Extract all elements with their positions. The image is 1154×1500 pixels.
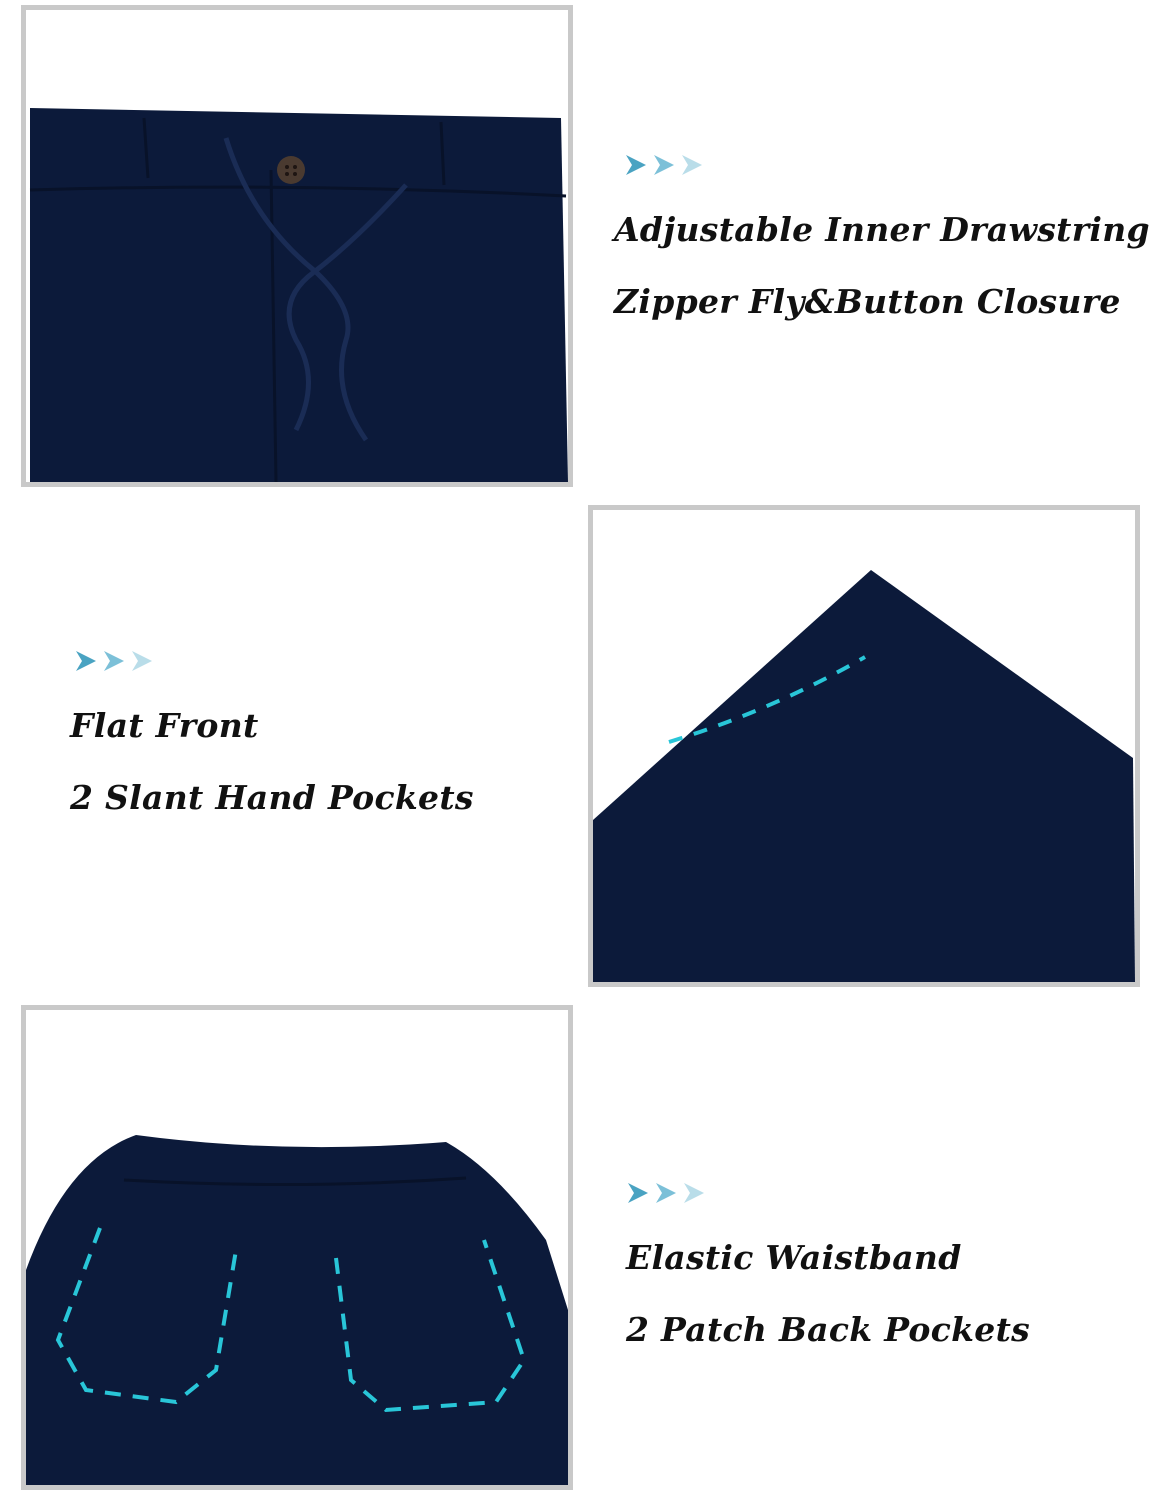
back-pockets-closeup-image bbox=[21, 1005, 573, 1490]
drawstring-illustration bbox=[26, 10, 568, 482]
feature-text-back bbox=[626, 1178, 1030, 1366]
feature-line: 2 Slant Hand Pockets bbox=[70, 778, 474, 817]
slant-pocket-illustration bbox=[593, 510, 1135, 982]
triple-chevron-right-icon bbox=[614, 150, 704, 180]
feature-line: 2 Patch Back Pockets bbox=[626, 1310, 1031, 1349]
waistband-closeup-image bbox=[21, 5, 573, 487]
feature-line: Elastic Waistband bbox=[626, 1238, 962, 1277]
feature-text-front bbox=[70, 646, 474, 834]
triple-chevron-right-icon bbox=[626, 1178, 716, 1208]
feature-line: Adjustable Inner Drawstring bbox=[614, 210, 1150, 249]
button-icon bbox=[277, 156, 305, 184]
slant-pocket-closeup-image bbox=[588, 505, 1140, 987]
triple-chevron-right-icon bbox=[70, 646, 160, 676]
feature-text-drawstring bbox=[614, 150, 1150, 338]
patch-pockets-illustration bbox=[26, 1010, 568, 1485]
feature-line: Zipper Fly&Button Closure bbox=[614, 282, 1121, 321]
feature-line: Flat Front bbox=[70, 706, 259, 745]
